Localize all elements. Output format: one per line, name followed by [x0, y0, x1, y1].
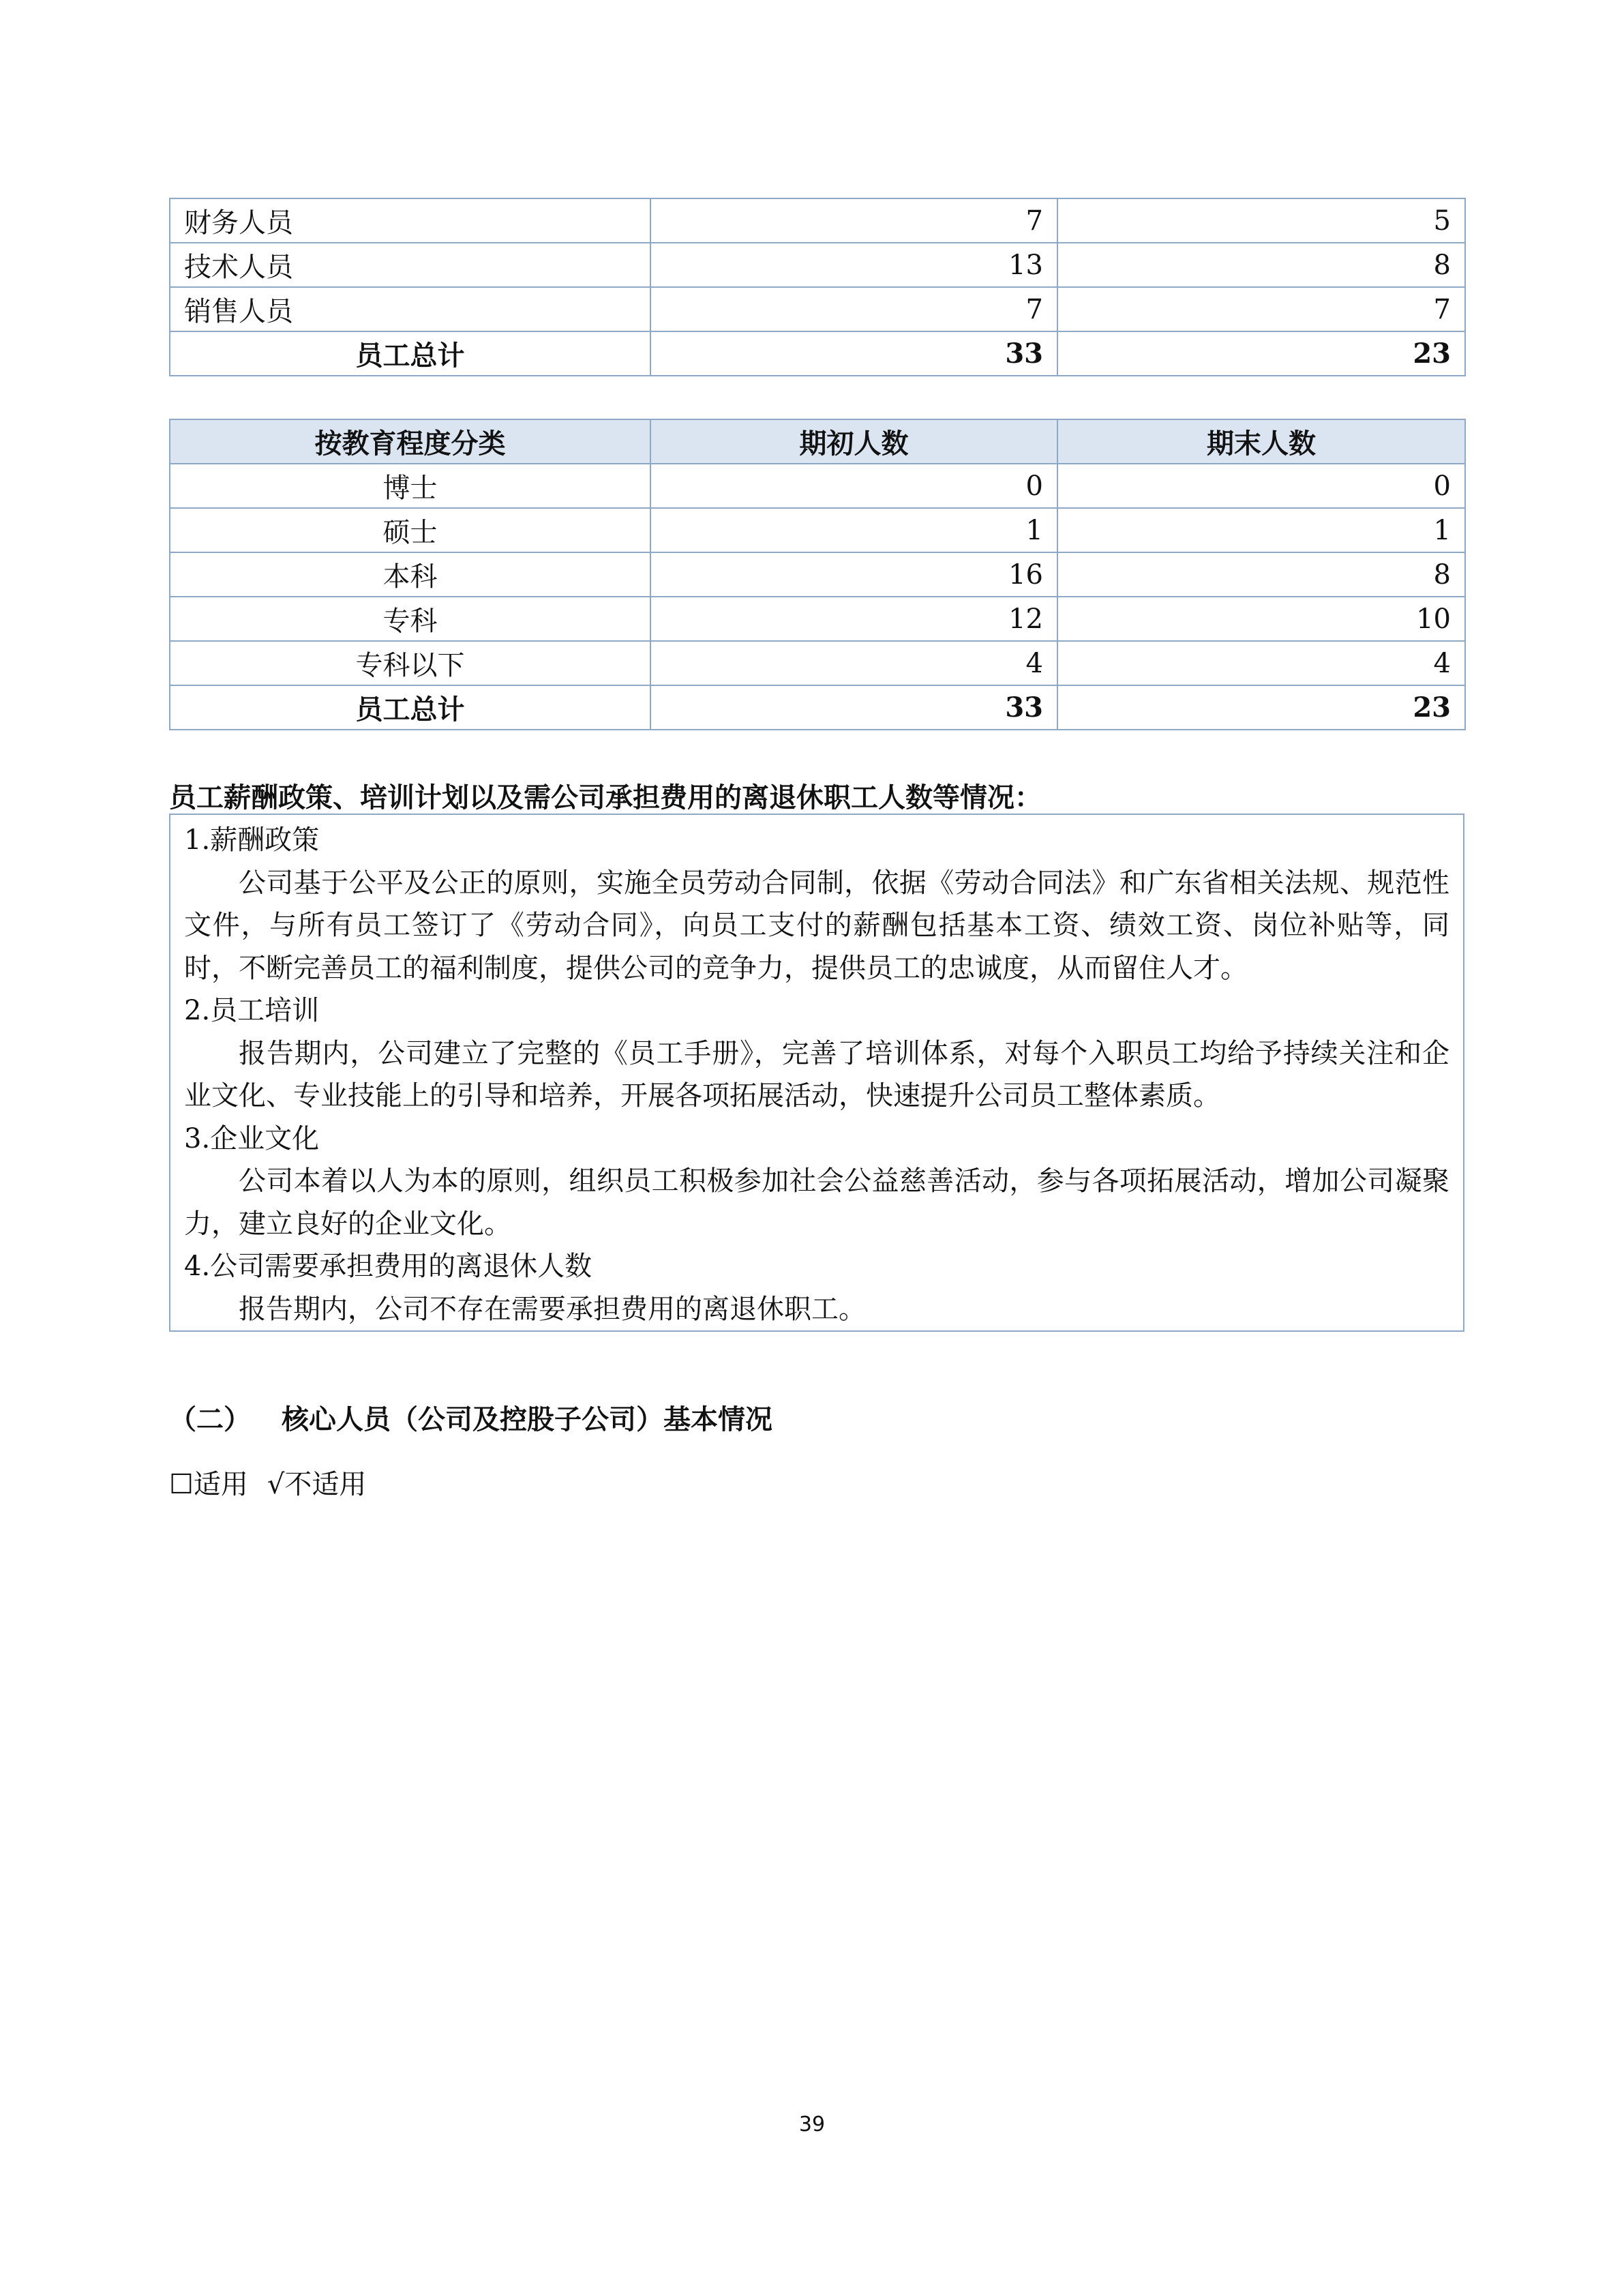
table-row	[170, 243, 1465, 287]
training-text: 报告期内，公司建立了完整的《员工手册》，完善了培训体系，对每个入职员工均给予持续关注和企业文化、专业技能上的引导和培养，开展各项拓展活动，快速提升公司员工整体素质。	[184, 1037, 1449, 1112]
end-count: 1	[1057, 508, 1465, 552]
end-count: 8	[1057, 552, 1465, 597]
applicability-options	[169, 1463, 366, 1502]
training-title: 2.员工培训	[184, 995, 320, 1026]
total-start-count: 33	[650, 331, 1057, 376]
end-count: 8	[1057, 243, 1465, 287]
table-row	[170, 508, 1465, 552]
page-number: 39	[798, 2113, 826, 2136]
column-header-end: 期末人数	[1057, 419, 1465, 464]
column-header-category: 按教育程度分类	[170, 419, 650, 464]
option-applicable: ☐适用	[169, 1469, 248, 1500]
start-count: 12	[650, 597, 1057, 641]
start-count: 4	[650, 641, 1057, 685]
role-label: 销售人员	[170, 287, 650, 331]
retirees-text: 报告期内，公司不存在需要承担费用的离退休职工。	[239, 1293, 866, 1325]
education-label: 专科以下	[170, 641, 650, 685]
role-label: 技术人员	[170, 243, 650, 287]
table-header-row	[170, 419, 1465, 464]
start-count: 16	[650, 552, 1057, 597]
culture-title: 3.企业文化	[184, 1122, 320, 1154]
retirees-title: 4.公司需要承担费用的离退休人数	[184, 1251, 592, 1282]
end-count: 7	[1057, 287, 1465, 331]
total-start-count: 33	[650, 685, 1057, 730]
section-title-text: 核心人员（公司及控股子公司）基本情况	[282, 1403, 772, 1435]
end-count: 5	[1057, 198, 1465, 243]
education-label: 硕士	[170, 508, 650, 552]
salary-policy-title: 1.薪酬政策	[184, 824, 320, 856]
start-count: 7	[650, 287, 1057, 331]
start-count: 1	[650, 508, 1057, 552]
total-label: 员工总计	[170, 331, 650, 376]
option-not-applicable: √不适用	[267, 1469, 367, 1500]
education-label: 专科	[170, 597, 650, 641]
start-count: 13	[650, 243, 1057, 287]
total-end-count: 23	[1057, 685, 1465, 730]
core-staff-section-title	[169, 1398, 772, 1437]
total-end-count: 23	[1057, 331, 1465, 376]
culture-text: 公司本着以人为本的原则，组织员工积极参加社会公益慈善活动，参与各项拓展活动，增加公司凝聚力，建立良好的企业文化。	[184, 1165, 1449, 1240]
total-row	[170, 331, 1465, 376]
end-count: 10	[1057, 597, 1465, 641]
start-count: 0	[650, 464, 1057, 508]
end-count: 0	[1057, 464, 1465, 508]
education-label: 本科	[170, 552, 650, 597]
table-row	[170, 597, 1465, 641]
policy-notes-box	[169, 814, 1464, 1332]
start-count: 7	[650, 198, 1057, 243]
column-header-start: 期初人数	[650, 419, 1057, 464]
total-label: 员工总计	[170, 685, 650, 730]
policy-section-heading: 员工薪酬政策、培训计划以及需公司承担费用的离退休职工人数等情况：	[169, 781, 1042, 814]
staff-by-education-table	[169, 419, 1466, 730]
end-count: 4	[1057, 641, 1465, 685]
education-label: 博士	[170, 464, 650, 508]
table-row	[170, 287, 1465, 331]
section-number: （二）	[169, 1403, 251, 1435]
table-row	[170, 641, 1465, 685]
table-row	[170, 198, 1465, 243]
role-label: 财务人员	[170, 198, 650, 243]
table-row	[170, 464, 1465, 508]
staff-by-role-table	[169, 198, 1466, 376]
salary-policy-text: 公司基于公平及公正的原则，实施全员劳动合同制，依据《劳动合同法》和广东省相关法规、规范性文件，与所有员工签订了《劳动合同》，向员工支付的薪酬包括基本工资、绩效工资、岗位补贴等，同时，不断完善员工的福利制度，提供公司的竞争力，提供员工的忠诚度，从而留住人才。	[184, 867, 1449, 984]
total-row	[170, 685, 1465, 730]
table-row	[170, 552, 1465, 597]
